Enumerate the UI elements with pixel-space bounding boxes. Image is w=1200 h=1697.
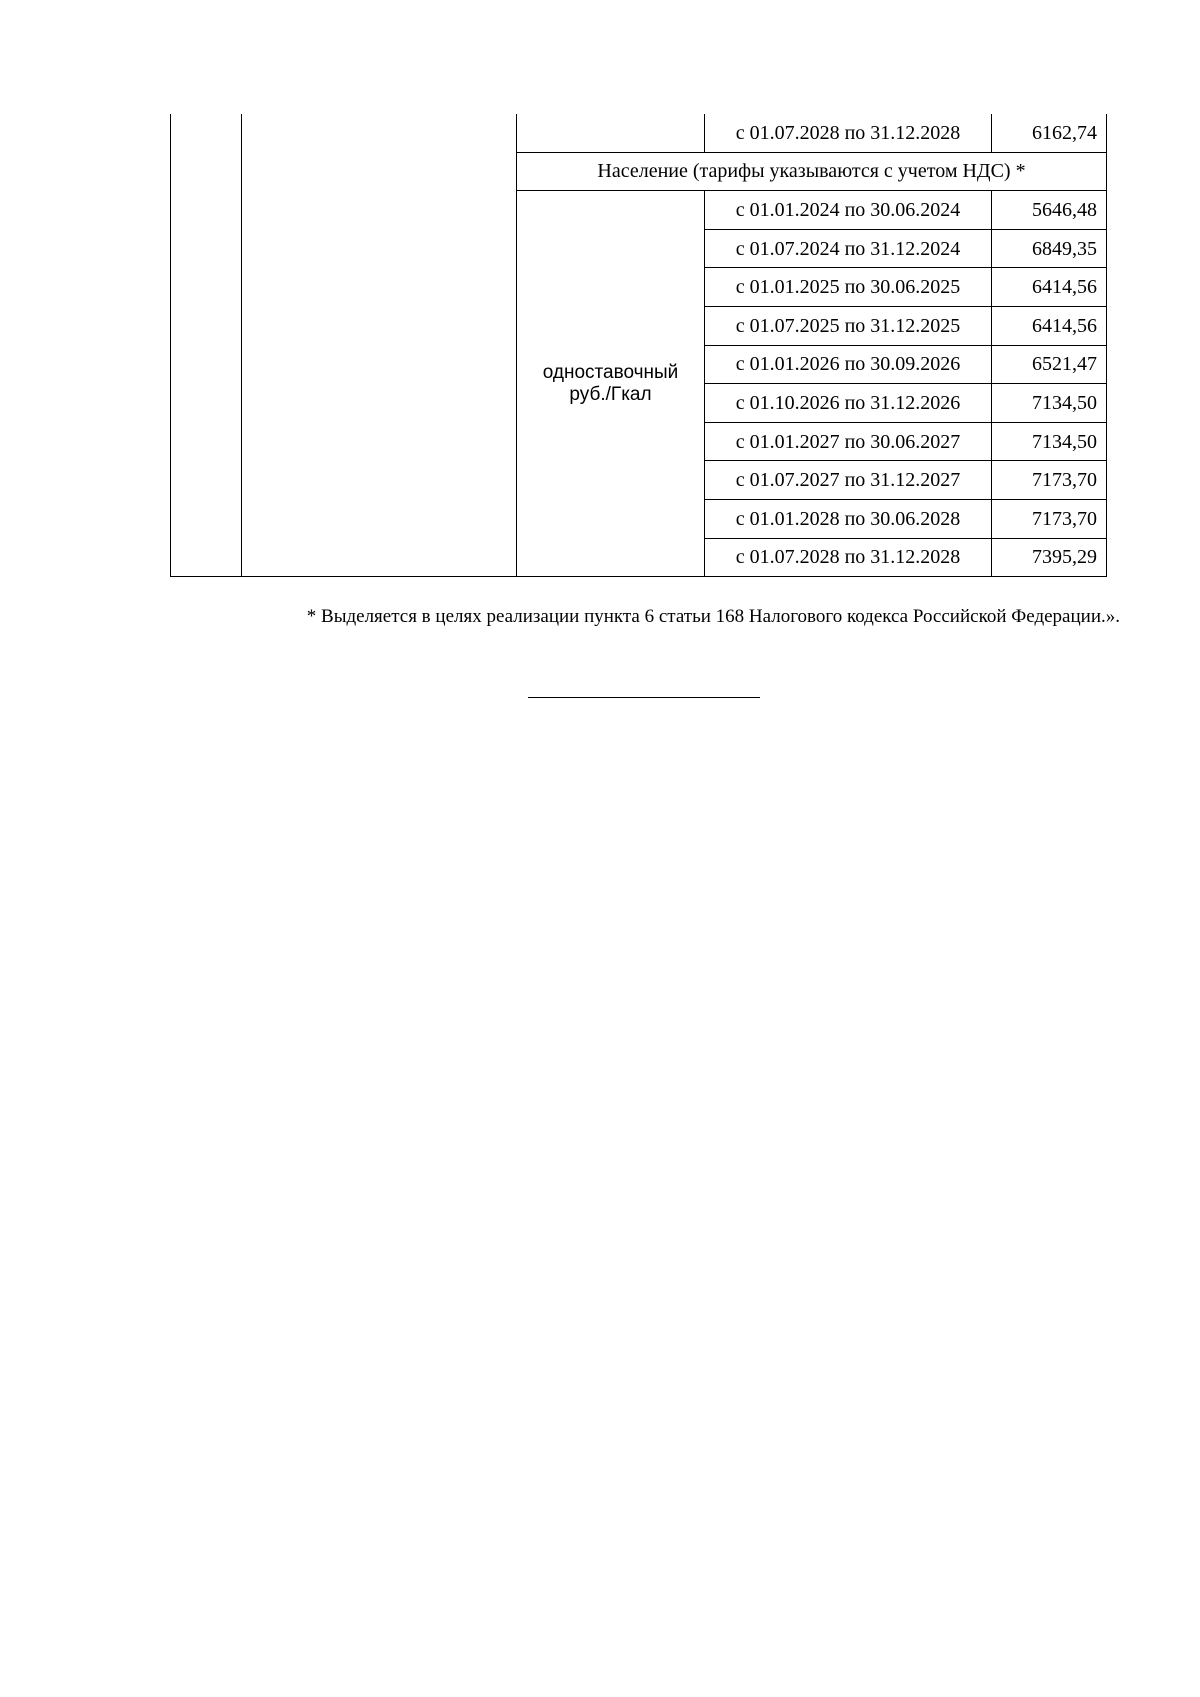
tariff-value-cell: 7134,50 <box>992 422 1107 461</box>
tariff-value-cell: 6849,35 <box>992 229 1107 268</box>
period-cell: с 01.07.2024 по 31.12.2024 <box>705 229 992 268</box>
rate-type-cell <box>517 191 705 577</box>
population-header: Население (тарифы указываются с учетом НДС) * <box>517 152 1107 191</box>
organization-column-cell <box>242 114 517 577</box>
period-cell: с 01.01.2024 по 30.06.2024 <box>705 191 992 230</box>
period-cell: с 01.07.2028 по 31.12.2028 <box>705 114 992 152</box>
number-column-cell <box>171 114 242 577</box>
rate-type-cell-continued <box>517 114 705 152</box>
tariff-value-cell: 7173,70 <box>992 499 1107 538</box>
period-cell: с 01.07.2025 по 31.12.2025 <box>705 306 992 345</box>
tariff-value-cell: 6521,47 <box>992 345 1107 384</box>
period-cell: с 01.07.2028 по 31.12.2028 <box>705 538 992 577</box>
table-row <box>171 114 1107 152</box>
rate-unit-label: руб./Гкал <box>569 383 652 405</box>
tariff-value-cell: 7173,70 <box>992 461 1107 500</box>
period-cell: с 01.01.2027 по 30.06.2027 <box>705 422 992 461</box>
period-cell: с 01.10.2026 по 31.12.2026 <box>705 384 992 423</box>
tariff-value-cell: 7395,29 <box>992 538 1107 577</box>
tariff-value-cell: 6414,56 <box>992 268 1107 307</box>
rate-type-label: одноставочный <box>542 361 679 383</box>
period-cell: с 01.01.2026 по 30.09.2026 <box>705 345 992 384</box>
period-cell: с 01.07.2027 по 31.12.2027 <box>705 461 992 500</box>
period-cell: с 01.01.2028 по 30.06.2028 <box>705 499 992 538</box>
tariff-table <box>170 114 1107 577</box>
period-cell: с 01.01.2025 по 30.06.2025 <box>705 268 992 307</box>
tariff-value-cell: 5646,48 <box>992 191 1107 230</box>
tariff-value-cell: 6162,74 <box>992 114 1107 152</box>
footnote: * Выделяется в целях реализации пункта 6 статьи 168 Налогового кодекса Российской Федерации.». <box>306 606 1120 627</box>
tariff-value-cell: 6414,56 <box>992 306 1107 345</box>
end-of-document-rule <box>528 697 760 698</box>
tariff-value-cell: 7134,50 <box>992 384 1107 423</box>
